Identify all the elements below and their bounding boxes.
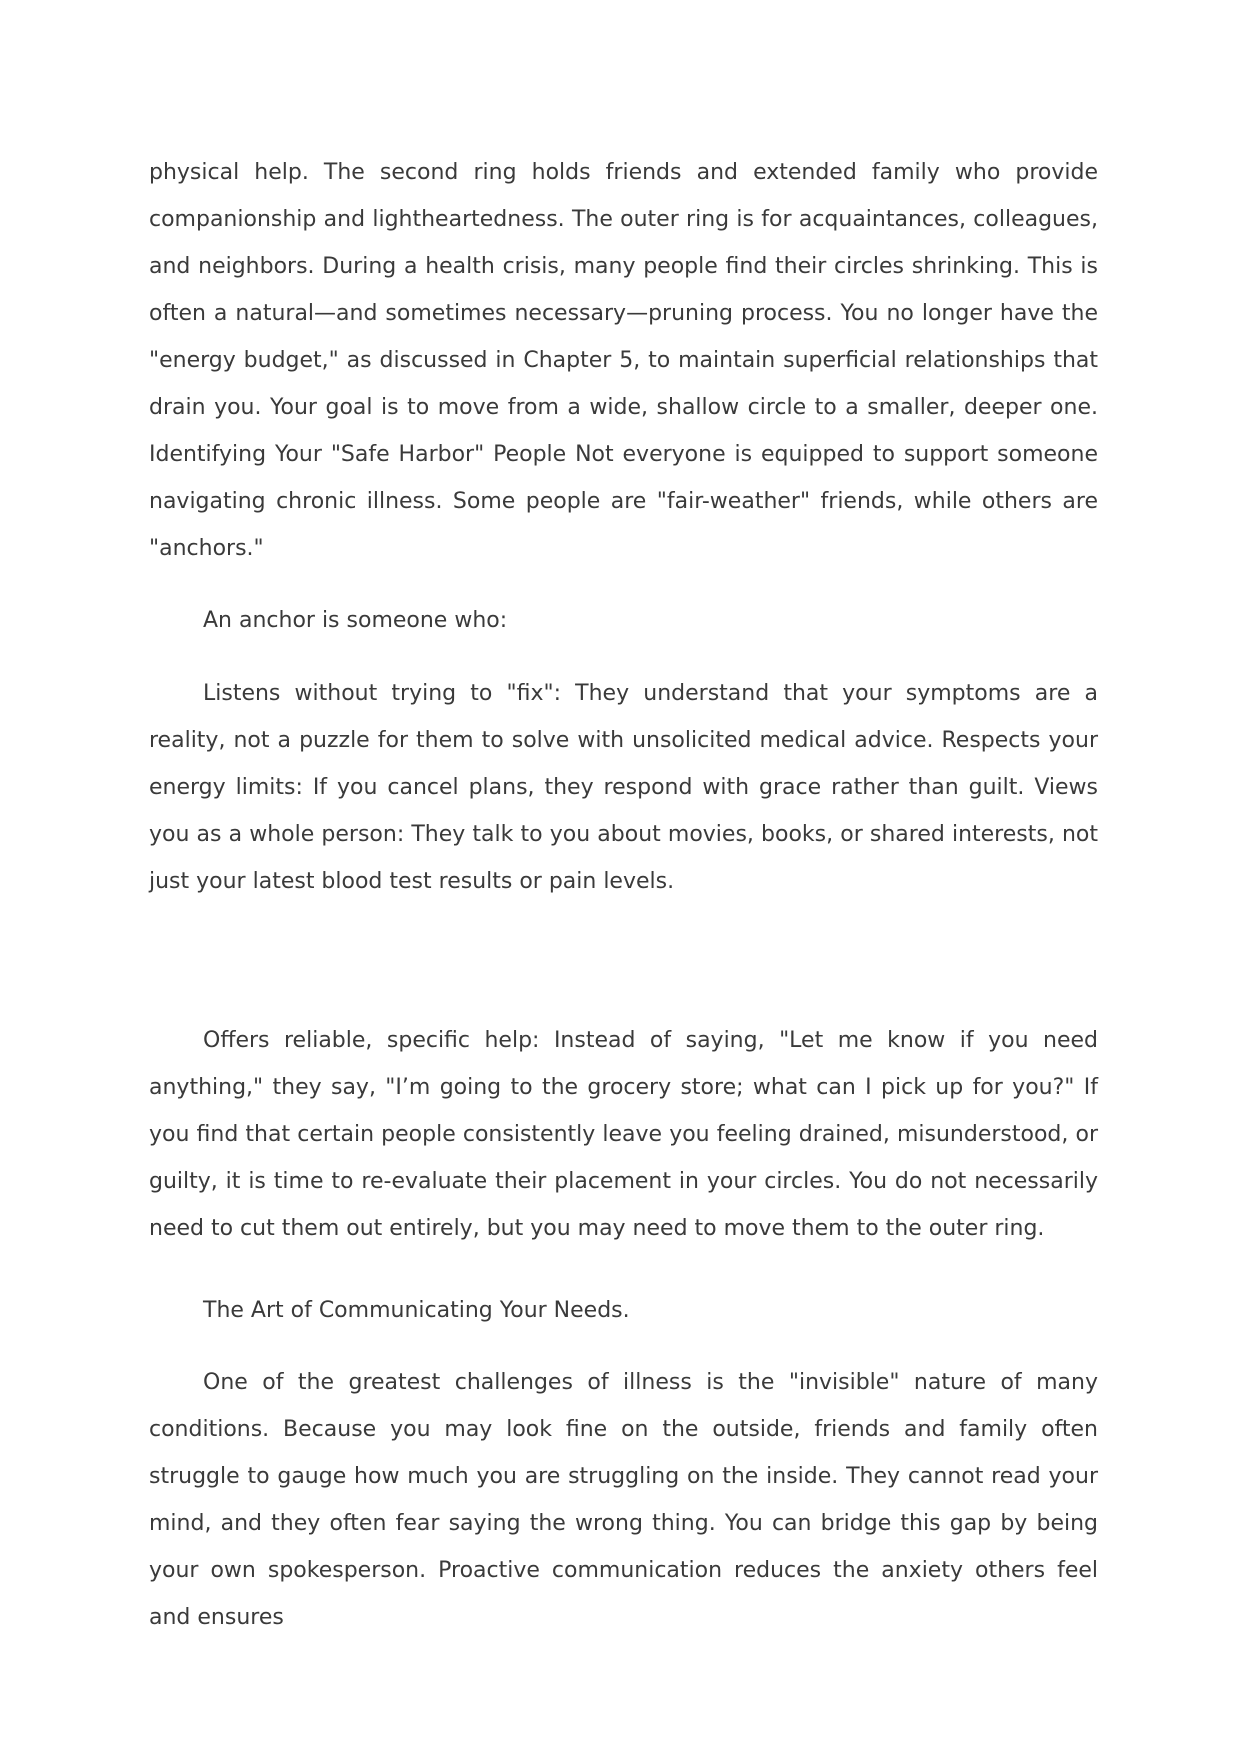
section-heading-communicating-needs: The Art of Communicating Your Needs. bbox=[203, 1298, 630, 1323]
paragraph-anchor-traits: Listens without trying to "fix": They understand that your symptoms are a reality, not a puzzle for them to solve with unsolicited medical advice. Respects your energy limits: If you cancel plans, they respond with grace rather than guilt. Views you as a whole person: They talk to you about movies, books, or shared interests, not just your latest blood test results or pain levels. bbox=[149, 681, 1098, 894]
paragraph-invisible-illness: One of the greatest challenges of illness is the "invisible" nature of many conditions. Because you may look fine on the outside, friends and family often struggle to gauge how much you are struggling on the inside. They cannot read your mind, and they often fear saying the wrong thing. You can bridge this gap by being your own spokesperson. Proactive communication reduces the anxiety others feel and ensures bbox=[149, 1370, 1098, 1630]
paragraph-circles-of-support: physical help. The second ring holds friends and extended family who provide companionship and lightheartedness. The outer ring is for acquaintances, colleagues, and neighbors. During a health crisis, many people find their circles shrinking. This is often a natural—and sometimes necessary—pruning process. You no longer have the "energy budget," as discussed in Chapter 5, to maintain superficial relationships that drain you. Your goal is to move from a wide, shallow circle to a smaller, deeper one. Identifying Your "Safe Harbor" People Not everyone is equipped to support someone navigating chronic illness. Some people are "fair-weather" friends, while others are "anchors." bbox=[149, 160, 1098, 561]
paragraph-specific-help: Offers reliable, specific help: Instead of saying, "Let me know if you need anything," they say, "I’m going to the grocery store; what can I pick up for you?" If you find that certain people consistently leave you feeling drained, misunderstood, or guilty, it is time to re-evaluate their placement in your circles. You do not necessarily need to cut them out entirely, but you may need to move them to the outer ring. bbox=[149, 1028, 1098, 1241]
paragraph-anchor-intro: An anchor is someone who: bbox=[203, 608, 508, 633]
